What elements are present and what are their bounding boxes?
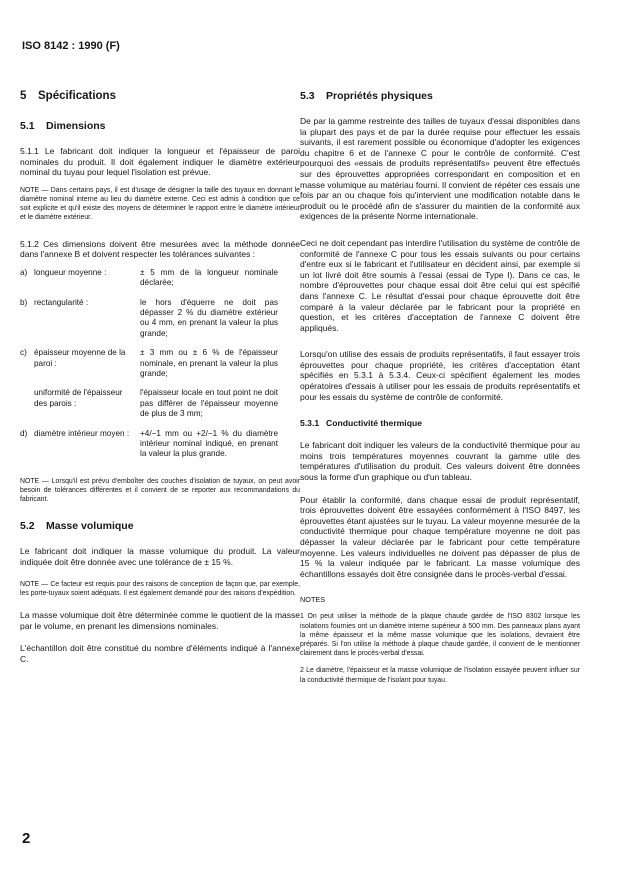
tolerance-value: +4/−1 mm ou +2/−1 % du diamètre intérieur nominal indiqué, en prenant la valeur la plus grande. xyxy=(140,428,278,459)
section-title: Conductivité thermique xyxy=(326,418,422,429)
section-title: Propriétés physiques xyxy=(326,90,433,102)
paragraph-conductivite: Le fabricant doit indiquer les valeurs de la conductivité thermique pour au moins trois températures moyennes couvrant la gamme utile des températures d'utilisation du produit. Ces valeurs doivent être données sous la forme d'un graphique ou d'un tableau. xyxy=(300,440,580,483)
section-number: 5.3.1 xyxy=(300,418,320,429)
tolerance-key: c) xyxy=(20,348,27,358)
tolerance-value: l'épaisseur locale en tout point ne doit pas différer de l'épaisseur moyenne de plus de 3 mm; xyxy=(140,388,278,419)
tolerance-key xyxy=(20,388,34,419)
tolerance-key: d) xyxy=(20,428,28,438)
note-2-diametre: 2 Le diamètre, l'épaisseur et la masse volumique de l'isolation essayée peuvent influer sur la conductivité thermique de l'isolant pour tuyau. xyxy=(300,667,580,684)
tolerance-item xyxy=(20,388,300,419)
tolerance-item xyxy=(20,268,300,289)
section-title: Spécifications xyxy=(38,90,116,102)
section-number: 5.2 xyxy=(20,520,35,533)
paragraph-conformite-iso8497: Pour établir la conformité, dans chaque essai de produit représentatif, trois éprouvettes doivent être essayées conformément à l'ISO 8497, les éprouvettes étant ajustées sur le tuyau. La valeur moyenne mesurée de la conductivité thermique pour chaque température moyenne ne doit pas dépasser la valeur déclarée par le fabricant pour cette température moyenne. Les valeurs individuelles ne doivent pas dépasser de plus de 15 % la valeur indiquée par le fabricant. La masse volumique des échantillons essayés doit être consignée dans le procès-verbal d'essai. xyxy=(300,494,580,579)
section-title: Dimensions xyxy=(46,120,106,132)
notes-title: NOTES xyxy=(300,595,326,605)
paragraph-echantillon: L'échantillon doit être constitué du nombre d'éléments indiqué à l'annexe C. xyxy=(20,643,300,664)
note-facteur: NOTE — Ce facteur est requis pour des raisons de conception de façon que, par exemple, les porte-tuyaux soient adéquats. Il est également demandé pour des raisons d'expédition. xyxy=(20,580,300,597)
tolerance-label: épaisseur moyenne de la paroi : xyxy=(34,348,126,368)
section-number: 5.3 xyxy=(300,90,315,102)
section-5-3-1-heading xyxy=(300,418,580,428)
document-header: ISO 8142 : 1990 (F) xyxy=(22,40,120,52)
paragraph-quotient: La masse volumique doit être déterminée comme le quotient de la masse par le volume, en prenant les dimensions nominales. xyxy=(20,610,300,631)
note-1-plaque-chaude: 1 On peut utiliser la méthode de la plaque chaude gardée de l'ISO 8302 lorsque les isolations fournies ont un diamètre interne supérieur à 500 mm. Des panneaux plans ayant la même épaisseur et la même masse volumique que les isolations, devraient être préparés. Si l'on utilise la méthode à plaque chaude gardée, il convient de le mentionner clairement dans le procès-verbal d'essai. xyxy=(300,613,580,658)
section-5-heading xyxy=(20,90,300,102)
tolerance-label: longueur moyenne : xyxy=(34,267,107,277)
tolerance-label: diamètre intérieur moyen : xyxy=(34,428,130,438)
tolerance-item xyxy=(20,429,300,460)
tolerance-item xyxy=(20,348,300,379)
section-5-1-heading xyxy=(20,120,300,132)
paragraph-controle-conformite: Ceci ne doit cependant pas interdire l'utilisation du système de contrôle de conformité de l'annexe C pour tous les essais suivants ou pour certains d'entre eux si le fabricant et l'utilisateur en décident ainsi, par exemple si un lot livré doit être soumis à l'essai (essai de Type I). Dans ce cas, le nombre d'éprouvettes pour chaque essai doit être celui qui est spécifié dans l'annexe C. Le résultat d'essai pour chaque éprouvette doit être comparé à la valeur déclarée par le fabricant pour la propriété en question, et les critères d'acceptation de l'annexe C doivent être appliqués. xyxy=(300,237,580,333)
section-title: Masse volumique xyxy=(46,520,134,533)
section-5-3-heading xyxy=(300,90,580,102)
paragraph-produits-representatifs: Lorsqu'on utilise des essais de produits représentatifs, il faut essayer trois éprouvettes pour chaque propriété, les critères d'acceptation étant spécifiés en 5.3.1 à 5.3.4. Ceux-ci spécifient également les modes opératoires d'essais à utiliser pour les essais de produits représentatifs et pour les essais du système de contrôle de conformité. xyxy=(300,349,580,402)
paragraph-5-1-2: 5.1.2 Ces dimensions doivent être mesurées avec la méthode donnée dans l'annexe B et doivent respecter les tolérances suivantes : xyxy=(20,238,300,260)
paragraph-gamme-restreinte: De par la gamme restreinte des tailles de tuyaux d'essai disponibles dans la plupart des pays et de par la durée requise pour effectuer les essais suivants, il est rarement possible ou économique d'adopter les exigences du chapitre 6 et de l'annexe C pour le contrôle de conformité. C'est pourquoi des «essais de produits représentatifs» peuvent être effectués sur des éprouvettes appropriées correspondant en composition et en masse volumique au matériau fourni. Il convient de répéter ces essais une fois par an ou chaque fois qu'intervient une modification notable dans le produit ou le procédé afin de s'assurer du maintien de la conformité aux exigences de la présente Norme internationale. xyxy=(300,116,580,222)
paragraph-masse-volumique: Le fabricant doit indiquer la masse volumique du produit. La valeur indiquée doit être donnée avec une tolérance de ± 15 %. xyxy=(20,546,300,568)
left-column xyxy=(20,90,300,664)
note-taille-tuyaux: NOTE — Dans certains pays, il est d'usage de désigner la taille des tuyaux en donnant le diamètre nominal interne au lieu du diamètre externe. Ceci est admis à condition que ce soit explicite et qu'il existe des moyens de déterminer le rapport entre le diamètre intérieur et le diamètre extérieur. xyxy=(20,186,300,222)
tolerance-value: ± 5 mm de la longueur nominale déclarée; xyxy=(140,267,278,288)
tolerance-value: le hors d'équerre ne doit pas dépasser 2 % du diamètre extérieur ou 4 mm, en prenant la valeur la plus grande; xyxy=(140,297,278,338)
section-number: 5.1 xyxy=(20,120,35,132)
tolerance-label: uniformité de l'épaisseur des parois : xyxy=(34,388,123,408)
right-column xyxy=(300,90,580,685)
tolerance-item xyxy=(20,298,300,340)
section-number: 5 xyxy=(20,90,27,102)
tolerance-key: b) xyxy=(20,297,28,307)
tolerance-value: ± 3 mm ou ± 6 % de l'épaisseur nominale, en prenant la valeur la plus grande; xyxy=(140,348,278,379)
paragraph-5-1-1: 5.1.1 Le fabricant doit indiquer la longueur et l'épaisseur de paroi nominales du produit. Il doit également indiquer le diamètre extérieur nominal du tuyau pour lequel l'isolation est prévue. xyxy=(20,146,300,178)
section-5-2-heading xyxy=(20,520,300,532)
page-number: 2 xyxy=(22,830,31,847)
note-emboitement: NOTE — Lorsqu'il est prévu d'emboîter des couches d'isolation de tuyaux, on peut avoir besoin de tolérances différentes et il convient de se reporter aux recommandations du fabricant. xyxy=(20,477,300,504)
tolerance-key: a) xyxy=(20,267,28,277)
tolerance-label: rectangularité : xyxy=(34,297,89,307)
